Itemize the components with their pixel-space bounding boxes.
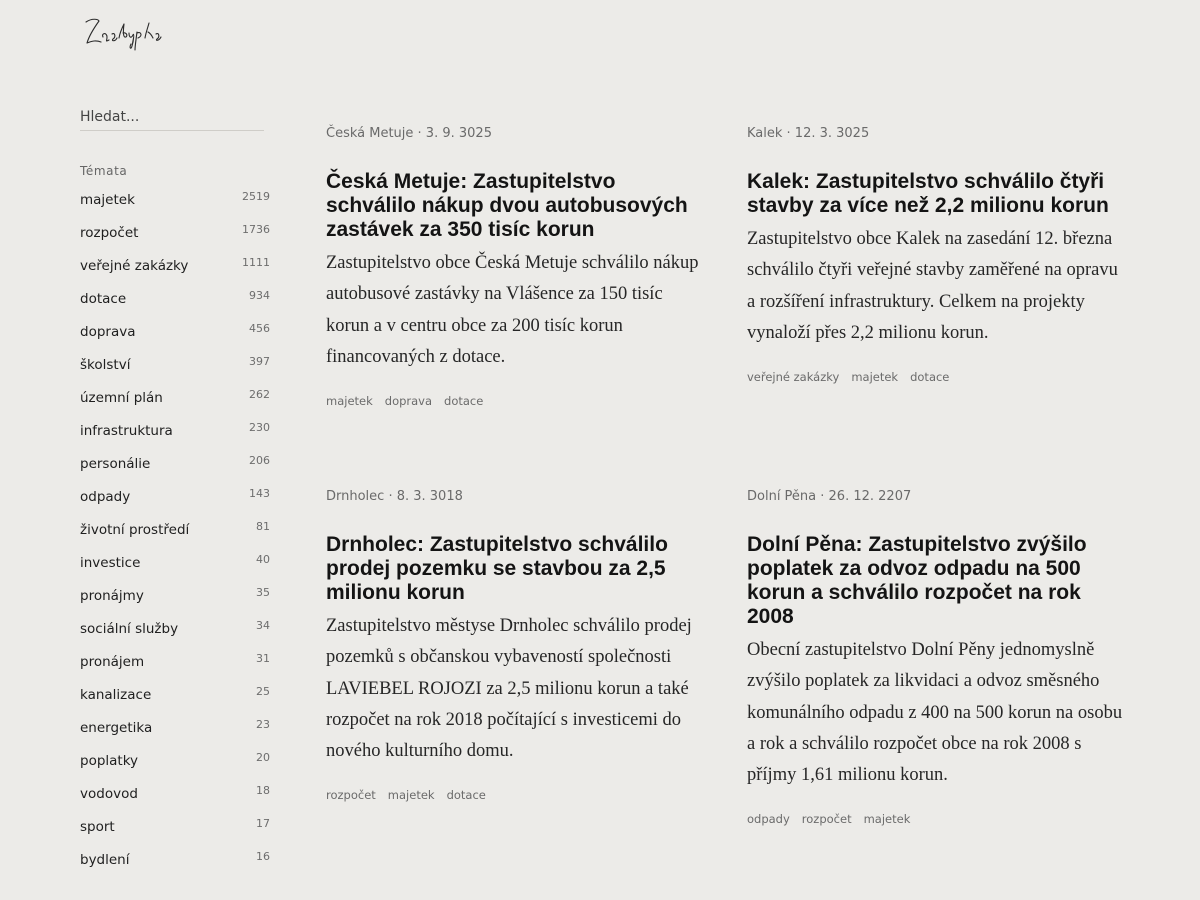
topic-name: životní prostředí xyxy=(80,522,190,538)
site-logo[interactable] xyxy=(82,10,172,56)
topic-name: dotace xyxy=(80,291,127,307)
topic-count: 206 xyxy=(249,454,270,467)
article-meta: Dolní Pěna · 26. 12. 2207 xyxy=(747,489,912,504)
topic-name: vodovod xyxy=(80,786,138,802)
tag-link[interactable]: dotace xyxy=(444,394,484,409)
tag-link[interactable]: dotace xyxy=(446,788,486,803)
topic-count: 31 xyxy=(256,652,270,665)
topic-count: 23 xyxy=(256,718,270,731)
sidebar xyxy=(80,108,270,884)
topic-name: poplatky xyxy=(80,753,139,769)
topic-item[interactable] xyxy=(80,686,270,719)
article-title[interactable]: Kalek: Zastupitelstvo schválilo čtyři stavby za více než 2,2 milionu korun xyxy=(747,170,1109,217)
topic-count: 143 xyxy=(249,487,270,500)
topic-count: 17 xyxy=(256,817,270,830)
topic-item[interactable] xyxy=(80,752,270,785)
topic-count: 262 xyxy=(249,388,270,401)
article-meta: Drnholec · 8. 3. 3018 xyxy=(326,489,463,504)
topic-count: 2519 xyxy=(242,190,270,203)
topic-name: pronájem xyxy=(80,654,145,670)
topic-item[interactable] xyxy=(80,620,270,653)
topic-count: 934 xyxy=(249,289,270,302)
topic-count: 25 xyxy=(256,685,270,698)
article-title[interactable]: Česká Metuje: Zastupitelstvo schválilo nákup dvou autobusových zastávek za 350 tisíc korun xyxy=(326,170,688,241)
topic-count: 35 xyxy=(256,586,270,599)
article-tags xyxy=(747,370,1127,384)
topic-item[interactable] xyxy=(80,224,270,257)
topic-count: 20 xyxy=(256,751,270,764)
topic-item[interactable] xyxy=(80,422,270,455)
topics-heading: Témata xyxy=(80,164,128,178)
tag-link[interactable]: veřejné zakázky xyxy=(747,370,840,385)
topic-name: bydlení xyxy=(80,852,130,868)
topic-name: územní plán xyxy=(80,390,163,406)
article-summary: Zastupitelstvo městyse Drnholec schválilo prodej pozemků s občanskou vybaveností společnosti LAVIEBEL ROJOZI za 2,5 milionu korun a také rozpočet na rok 2018 počítající s investicemi do nového kulturního domu. xyxy=(326,616,692,762)
article-meta: Česká Metuje · 3. 9. 3025 xyxy=(326,126,492,141)
topic-item[interactable] xyxy=(80,323,270,356)
topic-item[interactable] xyxy=(80,521,270,554)
tag-link[interactable]: odpady xyxy=(747,812,790,827)
topic-item[interactable] xyxy=(80,719,270,752)
topic-item[interactable] xyxy=(80,455,270,488)
topic-item[interactable] xyxy=(80,488,270,521)
topic-name: energetika xyxy=(80,720,153,736)
topic-item[interactable] xyxy=(80,554,270,587)
topic-count: 18 xyxy=(256,784,270,797)
topic-item[interactable] xyxy=(80,389,270,422)
topic-item[interactable] xyxy=(80,257,270,290)
article-title[interactable]: Dolní Pěna: Zastupitelstvo zvýšilo poplatek za odvoz odpadu na 500 korun a schválilo rozpočet na rok 2008 xyxy=(747,533,1087,628)
topic-item[interactable] xyxy=(80,785,270,818)
topic-item[interactable] xyxy=(80,191,270,224)
tag-link[interactable]: majetek xyxy=(851,370,899,385)
article-meta: Kalek · 12. 3. 3025 xyxy=(747,126,870,141)
topic-name: infrastruktura xyxy=(80,423,173,439)
tag-link[interactable]: majetek xyxy=(387,788,435,803)
topic-name: sociální služby xyxy=(80,621,179,637)
topic-item[interactable] xyxy=(80,356,270,389)
topic-count: 456 xyxy=(249,322,270,335)
article-card xyxy=(747,126,1127,384)
article-summary: Zastupitelstvo obce Kalek na zasedání 12. března schválilo čtyři veřejné stavby zaměřené na opravu a rozšíření infrastruktury. Celkem na projekty vynaloží přes 2,2 milionu korun. xyxy=(747,229,1118,343)
article-tags xyxy=(326,788,706,802)
article-title[interactable]: Drnholec: Zastupitelstvo schválilo prodej pozemku se stavbou za 2,5 milionu korun xyxy=(326,533,668,604)
tag-link[interactable]: rozpočet xyxy=(326,788,376,803)
topic-name: personálie xyxy=(80,456,151,472)
tag-link[interactable]: majetek xyxy=(326,394,373,409)
tag-link[interactable]: dotace xyxy=(910,370,950,385)
topic-name: veřejné zakázky xyxy=(80,258,189,274)
article-tags xyxy=(326,394,706,408)
topic-count: 34 xyxy=(256,619,270,632)
topic-count: 40 xyxy=(256,553,270,566)
topic-count: 397 xyxy=(249,355,270,368)
topic-list xyxy=(80,191,270,884)
tag-link[interactable]: doprava xyxy=(384,394,433,409)
topic-name: majetek xyxy=(80,192,135,208)
topic-count: 230 xyxy=(249,421,270,434)
article-card xyxy=(747,489,1127,826)
topic-name: kanalizace xyxy=(80,687,152,703)
tag-link[interactable]: majetek xyxy=(863,812,911,827)
tag-link[interactable]: rozpočet xyxy=(801,812,852,827)
topic-name: doprava xyxy=(80,324,136,340)
topic-name: investice xyxy=(80,555,141,571)
topic-item[interactable] xyxy=(80,851,270,884)
topic-name: odpady xyxy=(80,489,131,505)
search-input[interactable] xyxy=(80,108,264,131)
topic-count: 16 xyxy=(256,850,270,863)
topic-name: pronájmy xyxy=(80,588,144,604)
topic-name: sport xyxy=(80,819,115,835)
topic-item[interactable] xyxy=(80,587,270,620)
topic-count: 81 xyxy=(256,520,270,533)
topic-count: 1736 xyxy=(242,223,270,236)
topic-count: 1111 xyxy=(242,256,270,269)
article-card xyxy=(326,126,706,408)
topic-item[interactable] xyxy=(80,290,270,323)
topic-item[interactable] xyxy=(80,818,270,851)
article-summary: Obecní zastupitelstvo Dolní Pěny jednomyslně zvýšilo poplatek za likvidaci a odvoz směsného komunálního odpadu z 400 na 500 korun na osobu a rok a schválilo rozpočet obce na rok 2008 s příjmy 1,61 milionu korun. xyxy=(747,640,1123,786)
article-summary: Zastupitelstvo obce Česká Metuje schválilo nákup autobusové zastávky na Vlášence za 150 tisíc korun a v centru obce za 200 tisíc korun financovaných z dotace. xyxy=(326,253,699,367)
topic-name: rozpočet xyxy=(80,225,139,241)
article-card xyxy=(326,489,706,802)
article-tags xyxy=(747,812,1127,826)
topic-item[interactable] xyxy=(80,653,270,686)
topic-name: školství xyxy=(80,357,131,373)
